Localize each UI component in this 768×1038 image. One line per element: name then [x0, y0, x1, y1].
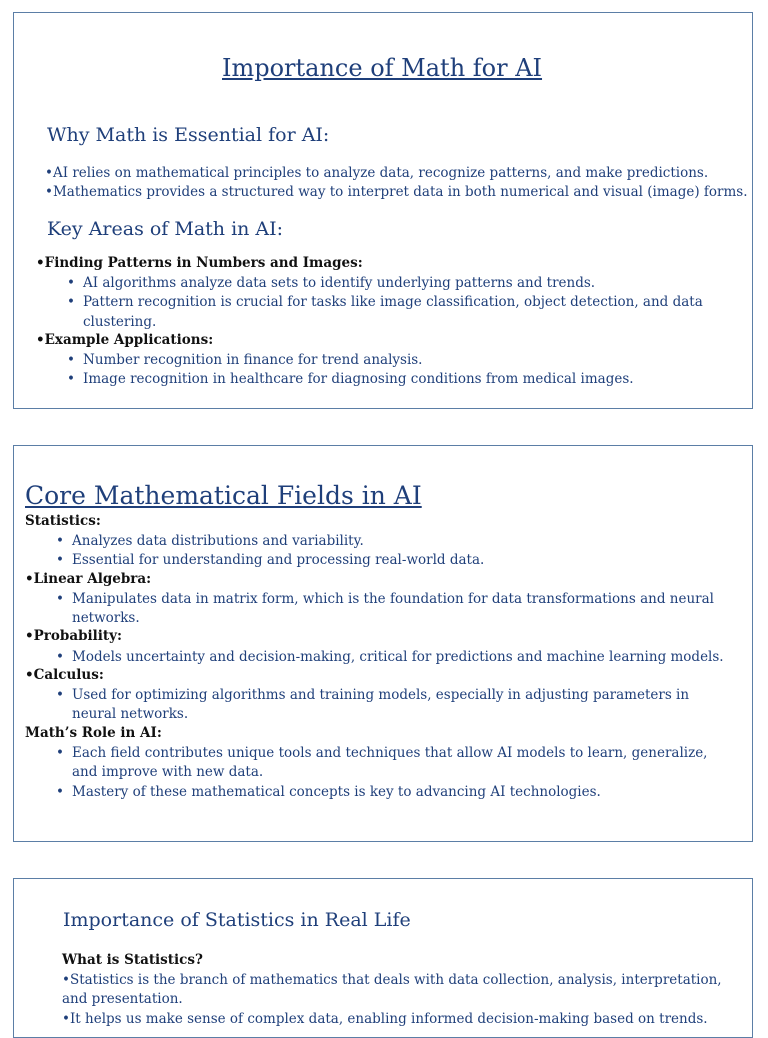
slide-title: Importance of Math for AI [222, 54, 543, 82]
probability-label: •Probability: [25, 628, 122, 644]
example-applications-list [65, 351, 725, 390]
list-item: • Essential for understanding and processing real-world data. [54, 551, 734, 570]
statistics-label: Statistics: [25, 513, 101, 529]
slide-math-for-ai [13, 12, 753, 409]
calculus-list [54, 686, 694, 725]
linear-algebra-list [54, 590, 714, 629]
list-item: • Each field contributes unique tools and techniques that allow AI models to learn, generalize, and improve with new data. [54, 744, 734, 783]
math-role-label: Math’s Role in AI: [25, 725, 162, 741]
calculus-label: •Calculus: [25, 667, 104, 683]
example-applications-label: •Example Applications: [36, 332, 214, 348]
list-item: • Manipulates data in matrix form, which is the foundation for data transformations and neural networks. [54, 590, 714, 629]
finding-patterns-list [65, 274, 705, 332]
statistics-list [54, 532, 734, 571]
math-role-list [54, 744, 734, 802]
list-item: • Pattern recognition is crucial for tasks like image classification, object detection, and data clustering. [65, 293, 705, 332]
slide-title: Importance of Statistics in Real Life [63, 909, 411, 931]
list-item: • Image recognition in healthcare for diagnosing conditions from medical images. [65, 370, 725, 389]
slide-core-fields [13, 445, 753, 842]
statistics-point-1: •Statistics is the branch of mathematics that deals with data collection, analysis, interpretation, and presentation. [62, 972, 722, 1008]
list-item: • Number recognition in finance for trend analysis. [65, 351, 725, 370]
why-heading: Why Math is Essential for AI: [47, 124, 330, 146]
list-item: • Used for optimizing algorithms and training models, especially in adjusting parameters in neural networks. [54, 686, 694, 725]
list-item: • Models uncertainty and decision-making, critical for predictions and machine learning models. [54, 648, 753, 667]
why-point-2: •Mathematics provides a structured way to interpret data in both numerical and visual (image) forms. [45, 184, 748, 200]
finding-patterns-label: •Finding Patterns in Numbers and Images: [36, 255, 363, 271]
why-point-1: •AI relies on mathematical principles to analyze data, recognize patterns, and make predictions. [45, 165, 709, 181]
slide-statistics-real-life [13, 878, 753, 1038]
list-item: • AI algorithms analyze data sets to identify underlying patterns and trends. [65, 274, 705, 293]
slide-title: Core Mathematical Fields in AI [25, 481, 422, 510]
linear-algebra-label: •Linear Algebra: [25, 571, 152, 587]
probability-list [54, 648, 753, 667]
key-areas-heading: Key Areas of Math in AI: [47, 218, 284, 240]
statistics-point-2: •It helps us make sense of complex data, enabling informed decision-making based on trends. [62, 1011, 708, 1027]
list-item: • Mastery of these mathematical concepts is key to advancing AI technologies. [54, 783, 734, 802]
list-item: • Analyzes data distributions and variability. [54, 532, 734, 551]
what-is-statistics-label: What is Statistics? [62, 952, 203, 968]
